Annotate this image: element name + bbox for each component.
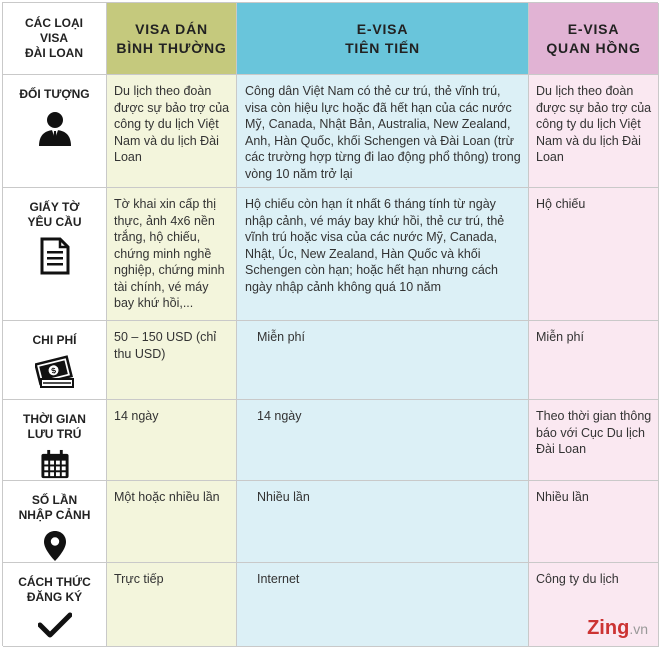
- header-corner-line: VISA: [39, 31, 68, 45]
- document-icon: [40, 237, 70, 275]
- header-evisa-quan-hong: E-VISA QUAN HỒNG: [529, 3, 659, 75]
- visa-stay-cell: 14 ngày: [107, 400, 237, 481]
- money-icon: [35, 355, 75, 389]
- header-corner: [3, 3, 107, 75]
- zing-logo: Zing.vn: [587, 617, 648, 639]
- visa-entries-cell: Một hoặc nhiều lần: [107, 481, 237, 563]
- evisa-cost-cell: Miễn phí: [237, 321, 529, 400]
- row-label-cost: CHI PHÍ $: [3, 321, 107, 400]
- row-label-stay-duration: THỜI GIAN LƯU TRÚ: [3, 400, 107, 481]
- visa-documents-cell: Tờ khai xin cấp thị thực, ảnh 4x6 nền trắng, hộ chiếu, chứng minh nghề nghiệp, chứng minh tài chính, vé máy bay khứ hồi,...: [107, 188, 237, 321]
- row-label-entries: SỐ LẦN NHẬP CẢNH: [3, 481, 107, 563]
- calendar-icon: [39, 449, 71, 480]
- location-pin-icon: [43, 530, 67, 562]
- visa-cost-cell: 50 – 150 USD (chỉ thu USD): [107, 321, 237, 400]
- evisa-documents-cell: Hộ chiếu còn hạn ít nhất 6 tháng tính từ ngày nhập cảnh, vé máy bay khứ hồi, thẻ cư trú, thẻ vĩnh trú hoặc visa của các nước Mỹ, Canada, Nhật, Úc, New Zealand, Hàn Quốc và khối Schengen còn hạn; hoặc hết hạn nhưng cách ngày nhập cảnh không quá 10 năm: [237, 188, 529, 321]
- quan-registration-cell: Công ty du lịch: [529, 563, 659, 647]
- visa-target-cell: Du lịch theo đoàn được sự bảo trợ của công ty du lịch Việt Nam và du lịch Đài Loan: [107, 75, 237, 188]
- evisa-target-cell: Công dân Việt Nam có thẻ cư trú, thẻ vĩnh trú, visa còn hiệu lực hoặc đã hết hạn của các nước Mỹ, Canada, Nhật Bản, Australia, New Zealand, Anh, Hàn Quốc, khối Schengen và Đài Loan (trừ các trường hợp từng đi lao động phổ thông) trong vòng 10 năm trở lại: [237, 75, 529, 188]
- checkmark-icon: [38, 612, 72, 638]
- row-label-documents: GIẤY TỜ YÊU CẦU: [3, 188, 107, 321]
- row-label-target: ĐỐI TƯỢNG: [3, 75, 107, 188]
- quan-stay-cell: Theo thời gian thông báo với Cục Du lịch Đài Loan: [529, 400, 659, 481]
- evisa-stay-cell: 14 ngày: [237, 400, 529, 481]
- header-corner-line: CÁC LOẠI: [25, 16, 83, 30]
- person-icon: [37, 109, 73, 147]
- quan-entries-cell: Nhiều lần: [529, 481, 659, 563]
- header-evisa-advanced: E-VISA TIÊN TIẾN: [237, 3, 529, 75]
- header-corner-line: ĐÀI LOAN: [25, 46, 83, 60]
- visa-comparison-table: [2, 2, 658, 646]
- evisa-entries-cell: Nhiều lần: [237, 481, 529, 563]
- quan-target-cell: Du lịch theo đoàn được sự bảo trợ của công ty du lịch Việt Nam và du lịch Đài Loan: [529, 75, 659, 188]
- svg-text:$: $: [49, 365, 57, 376]
- visa-registration-cell: Trực tiếp: [107, 563, 237, 647]
- evisa-registration-cell: Internet: [237, 563, 529, 647]
- quan-documents-cell: Hộ chiếu: [529, 188, 659, 321]
- row-label-registration: CÁCH THỨC ĐĂNG KÝ: [3, 563, 107, 647]
- header-visa-regular: VISA DÁN BÌNH THƯỜNG: [107, 3, 237, 75]
- quan-cost-cell: Miễn phí: [529, 321, 659, 400]
